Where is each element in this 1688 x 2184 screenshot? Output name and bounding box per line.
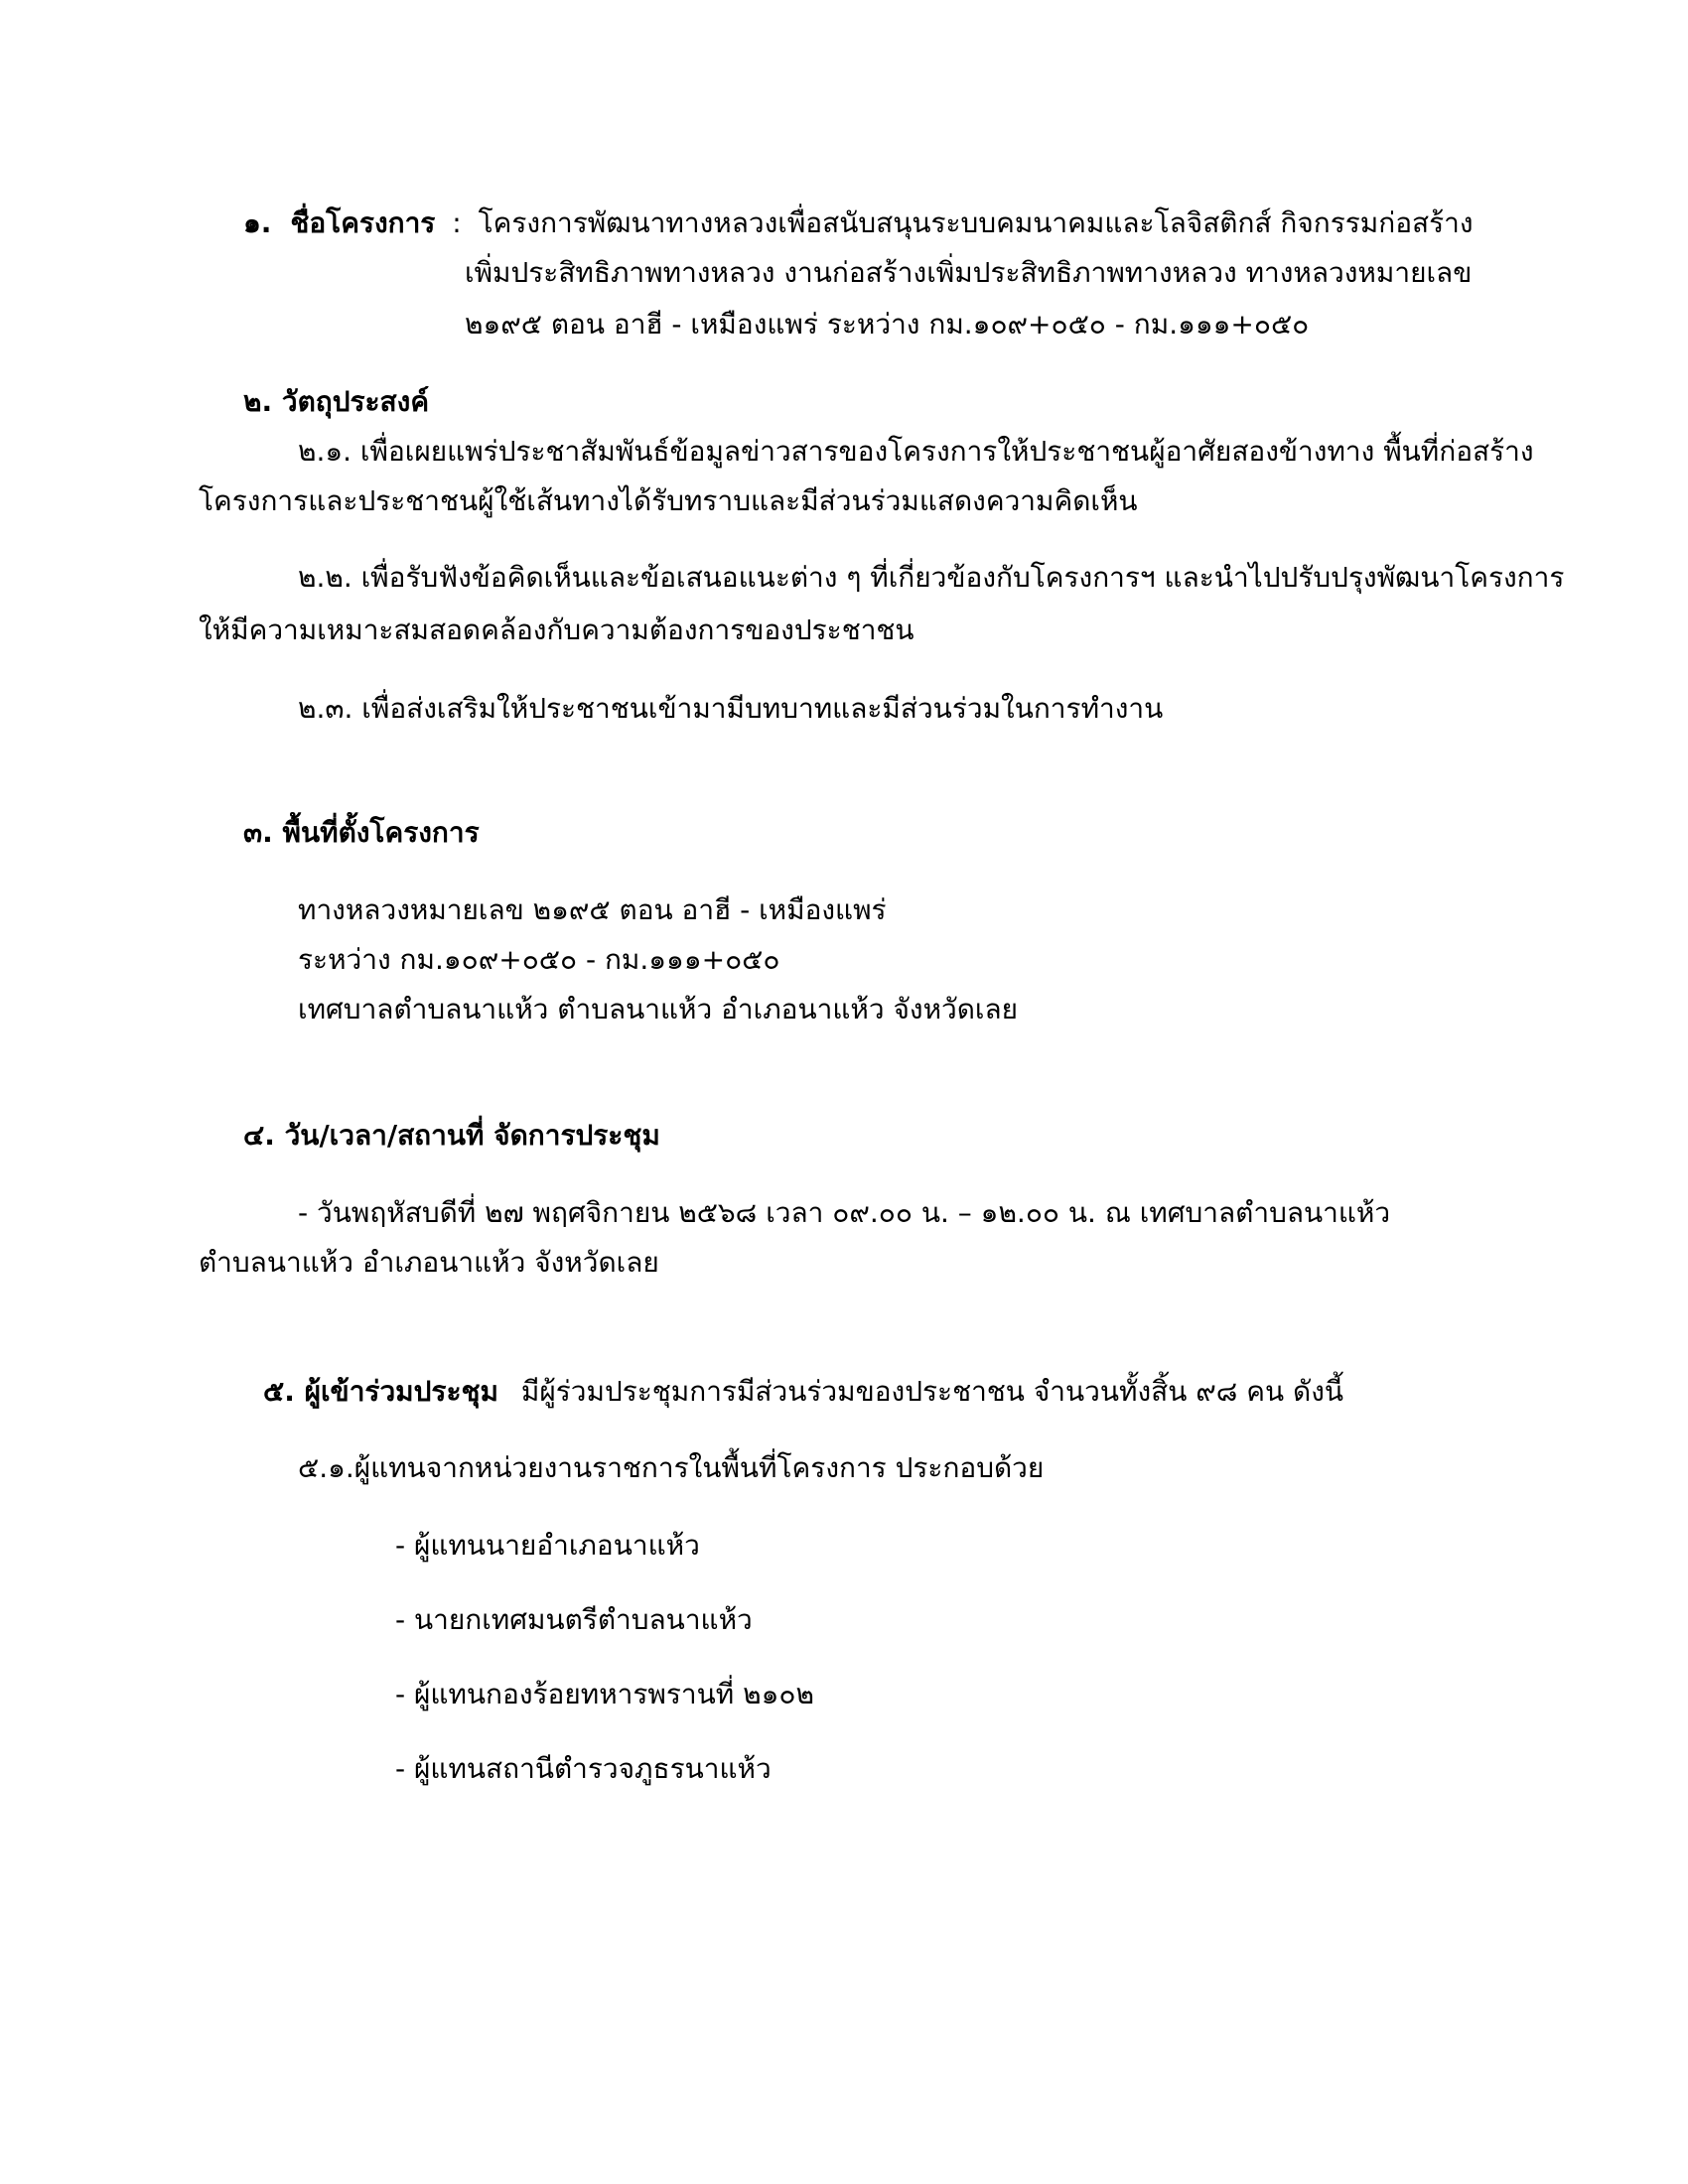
section4-heading: ๔. วัน/เวลา/สถานที่ จัดการประชุม bbox=[243, 1119, 660, 1152]
objective-2-2-line1: ๒.๒. เพื่อรับฟังข้อคิดเห็นและข้อเสนอแนะต่าง ๆ ที่เกี่ยวข้องกับโครงการฯ และนำไปปรับปรุงพัฒนาโครงการ bbox=[298, 561, 1565, 594]
objective-2-2-line2: ให้มีความเหมาะสมสอดคล้องกับความต้องการของประชาชน bbox=[199, 614, 914, 646]
meeting-date-line1: - วันพฤหัสบดีที่ ๒๗ พฤศจิกายน ๒๕๖๘ เวลา ๐๙.๐๐ น. – ๑๒.๐๐ น. ณ เทศบาลตำบลนาแห้ว bbox=[298, 1196, 1391, 1229]
participant-item: - ผู้แทนนายอำเภอนาแห้ว bbox=[395, 1529, 700, 1562]
section1-title-line bbox=[243, 206, 1474, 240]
section5-summary: มีผู้ร่วมประชุมการมีส่วนร่วมของประชาชน จำนวนทั้งสิ้น ๙๘ คน ดังนี้ bbox=[520, 1375, 1344, 1408]
participant-item: - ผู้แทนสถานีตำรวจภูธรนาแห้ว bbox=[395, 1752, 772, 1785]
section1-project-name-line3: ๒๑๙๕ ตอน อาฮี - เหมืองแพร่ ระหว่าง กม.๑๐๙+๐๕๐ - กม.๑๑๑+๐๕๐ bbox=[465, 308, 1310, 341]
section1-colon: : bbox=[452, 206, 462, 239]
section1-label: ชื่อโครงการ bbox=[290, 206, 436, 239]
location-line3: เทศบาลตำบลนาแห้ว ตำบลนาแห้ว อำเภอนาแห้ว จังหวัดเลย bbox=[298, 993, 1019, 1025]
section1-project-name-line1: โครงการพัฒนาทางหลวงเพื่อสนับสนุนระบบคมนาคมและโลจิสติกส์ กิจกรรมก่อสร้าง bbox=[478, 206, 1474, 239]
objective-2-3-line1: ๒.๓. เพื่อส่งเสริมให้ประชาชนเข้ามามีบทบาทและมีส่วนร่วมในการทำงาน bbox=[298, 692, 1164, 725]
objective-2-1-line2: โครงการและประชาชนผู้ใช้เส้นทางได้รับทราบและมีส่วนร่วมแสดงความคิดเห็น bbox=[199, 484, 1138, 517]
section1-number: ๑. bbox=[243, 206, 272, 239]
location-line1: ทางหลวงหมายเลข ๒๑๙๕ ตอน อาฮี - เหมืองแพร่ bbox=[298, 893, 887, 926]
participant-item: - ผู้แทนกองร้อยทหารพรานที่ ๒๑๐๒ bbox=[395, 1678, 814, 1710]
section5-heading-line bbox=[263, 1375, 1343, 1409]
section2-heading: ๒. วัตถุประสงค์ bbox=[243, 385, 430, 418]
section3-heading: ๓. พื้นที่ตั้งโครงการ bbox=[243, 816, 480, 849]
meeting-date-line2: ตำบลนาแห้ว อำเภอนาแห้ว จังหวัดเลย bbox=[199, 1246, 659, 1279]
participant-item: - นายกเทศมนตรีตำบลนาแห้ว bbox=[395, 1603, 753, 1636]
objective-2-1-line1: ๒.๑. เพื่อเผยแพร่ประชาสัมพันธ์ข้อมูลข่าวสารของโครงการให้ประชาชนผู้อาศัยสองข้างทาง พื้นที่ก่อสร้าง bbox=[298, 435, 1534, 468]
section1-project-name-line2: เพิ่มประสิทธิภาพทางหลวง งานก่อสร้างเพิ่มประสิทธิภาพทางหลวง ทางหลวงหมายเลข bbox=[465, 256, 1473, 289]
location-line2: ระหว่าง กม.๑๐๙+๐๕๐ - กม.๑๑๑+๐๕๐ bbox=[298, 943, 780, 976]
section5-heading: ๕. ผู้เข้าร่วมประชุม bbox=[263, 1375, 498, 1408]
participants-sub1: ๕.๑.ผู้แทนจากหน่วยงานราชการในพื้นที่โครงการ ประกอบด้วย bbox=[298, 1451, 1045, 1484]
